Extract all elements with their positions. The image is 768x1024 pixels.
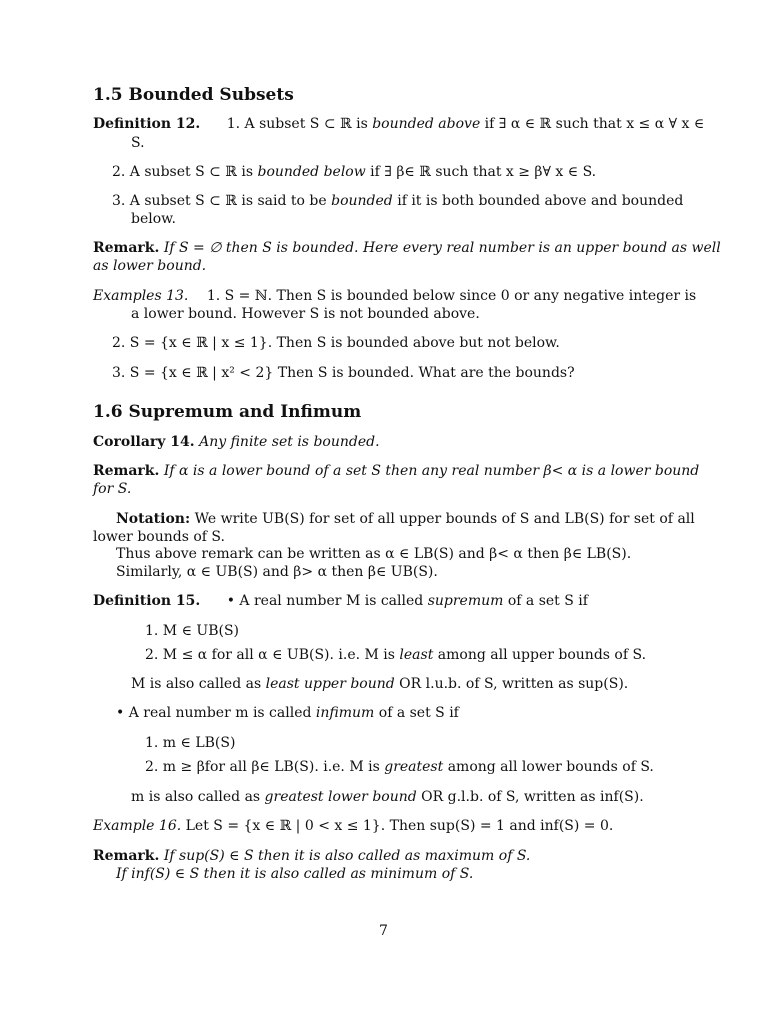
infimum-condition-2	[145, 759, 654, 776]
supremum-condition-2	[145, 647, 646, 664]
corollary-14	[93, 434, 380, 451]
def15-text: • A real number m is called	[116, 705, 316, 721]
definition-15-bullet-1	[93, 593, 588, 610]
def12-text: 3. A subset S ⊂ ℝ is said to be	[112, 193, 332, 209]
examples-13-item-1	[93, 288, 696, 305]
remark-text: If α is a lower bound of a set S then any real number β< α is a lower bound	[159, 463, 700, 479]
def15-text: OR l.u.b. of S, written as sup(S).	[394, 676, 629, 692]
def15-text: among all upper bounds of S.	[433, 647, 647, 663]
section-title-bounded-subsets: 1.5 Bounded Subsets	[93, 85, 294, 105]
definition-15-bullet-2	[116, 705, 459, 722]
remark-empty-set	[93, 240, 721, 257]
def12-text: if it is both bounded above and bounded	[392, 193, 684, 209]
def15-term: supremum	[427, 593, 504, 609]
def12-text: 1. A subset S ⊂ ℝ is	[226, 116, 373, 132]
notation-line-2: lower bounds of S.	[93, 529, 225, 545]
examples-13-item-1-cont: a lower bound. However S is not bounded above.	[131, 306, 480, 322]
remark-max-min-cont: If inf(S) ∈ S then it is also called as minimum of S.	[116, 866, 474, 882]
def12-text: 2. A subset S ⊂ ℝ is	[112, 164, 258, 180]
def12-term: bounded below	[257, 164, 366, 180]
examples-13-text: 1. S = ℕ. Then S is bounded below since 0 or any negative integer is	[206, 288, 697, 304]
remark-lower-bound	[93, 463, 699, 480]
def15-text: of a set S if	[503, 593, 588, 609]
corollary-14-heading: Corollary 14.	[93, 434, 195, 450]
example-16-text: Let S = {x ∈ ℝ | 0 < x ≤ 1}. Then sup(S) = 1 and inf(S) = 0.	[181, 818, 614, 834]
examples-13-item-2: 2. S = {x ∈ ℝ | x ≤ 1}. Then S is bounded above but not below.	[112, 335, 560, 351]
def15-text: 2. m ≥ βfor all β∈ LB(S). i.e. M is	[145, 759, 385, 775]
supremum-condition-1: 1. M ∈ UB(S)	[145, 623, 240, 639]
def12-term: bounded	[331, 193, 393, 209]
remark-max-min	[93, 848, 530, 865]
remark-lower-bound-cont: for S.	[93, 481, 132, 497]
def12-text: if ∃ β∈ ℝ such that x ≥ β∀ x ∈ S.	[365, 164, 597, 180]
notation-line-4: Similarly, α ∈ UB(S) and β> α then β∈ UB(S).	[116, 564, 438, 580]
def15-text: among all lower bounds of S.	[443, 759, 654, 775]
examples-13-item-3: 3. S = {x ∈ ℝ | x² < 2} Then S is bounded. What are the bounds?	[112, 365, 575, 381]
definition-15-heading: Definition 15.	[93, 593, 201, 609]
example-16-heading: Example 16.	[93, 818, 182, 834]
page-number: 7	[379, 923, 388, 939]
remark-text: If S = ∅ then S is bounded. Here every real number is an upper bound as well	[159, 240, 721, 256]
def15-term: greatest lower bound	[264, 789, 417, 805]
glb-definition	[131, 789, 644, 806]
remark-empty-set-cont: as lower bound.	[93, 258, 207, 274]
def12-term: bounded above	[372, 116, 481, 132]
def15-text: • A real number M is called	[226, 593, 428, 609]
definition-12-item-3	[112, 193, 683, 210]
remark-heading: Remark.	[93, 463, 160, 479]
def12-text: if ∃ α ∈ ℝ such that x ≤ α ∀ x ∈	[480, 116, 705, 132]
corollary-14-text: Any finite set is bounded.	[194, 434, 380, 450]
definition-12-item-1-cont: S.	[131, 135, 145, 151]
def15-term: least	[399, 647, 434, 663]
notation-line-3: Thus above remark can be written as α ∈ LB(S) and β< α then β∈ LB(S).	[116, 546, 632, 562]
section-title-supremum-infimum: 1.6 Supremum and Infimum	[93, 402, 362, 422]
notation-heading: Notation:	[116, 511, 191, 527]
remark-text: If sup(S) ∈ S then it is also called as maximum of S.	[159, 848, 531, 864]
def15-text: OR g.l.b. of S, written as inf(S).	[416, 789, 644, 805]
examples-13-heading: Examples 13.	[93, 288, 189, 304]
definition-12-item-3-cont: below.	[131, 211, 176, 227]
definition-12-item-1	[93, 116, 704, 133]
def15-text: 2. M ≤ α for all α ∈ UB(S). i.e. M is	[145, 647, 400, 663]
def15-term: infimum	[315, 705, 375, 721]
definition-12-heading: Definition 12.	[93, 116, 201, 132]
lub-definition	[131, 676, 628, 693]
def15-term: least upper bound	[265, 676, 395, 692]
def15-term: greatest	[384, 759, 444, 775]
def15-text: m is also called as	[131, 789, 265, 805]
def15-text: M is also called as	[131, 676, 266, 692]
notation-paragraph	[116, 511, 695, 528]
remark-heading: Remark.	[93, 848, 160, 864]
def15-text: of a set S if	[374, 705, 459, 721]
remark-heading: Remark.	[93, 240, 160, 256]
notation-text: We write UB(S) for set of all upper bounds of S and LB(S) for set of all	[190, 511, 695, 527]
example-16	[93, 818, 613, 835]
infimum-condition-1: 1. m ∈ LB(S)	[145, 735, 236, 751]
definition-12-item-2	[112, 164, 596, 181]
